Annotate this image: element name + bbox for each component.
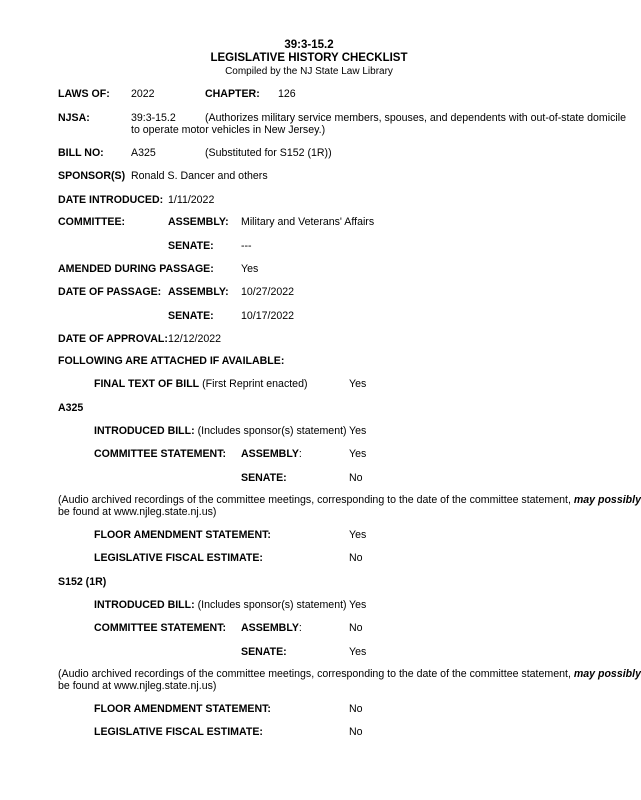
a325-audio-line2: be found at www.njleg.state.nj.us) xyxy=(58,506,217,518)
s152-floor-value: No xyxy=(349,703,363,715)
date-introduced-label: DATE INTRODUCED: xyxy=(58,194,164,206)
bill-no-value: A325 xyxy=(131,147,156,159)
s152-introduced-value: Yes xyxy=(349,599,367,611)
committee-senate-label: SENATE: xyxy=(168,240,214,252)
final-text-label: FINAL TEXT OF BILL xyxy=(94,378,200,390)
a325-audio-line1 xyxy=(58,494,641,506)
passage-assembly-value: 10/27/2022 xyxy=(241,286,295,298)
s152-assembly-value: No xyxy=(349,622,363,634)
a325-floor-value: Yes xyxy=(349,529,367,541)
committee-label: COMMITTEE: xyxy=(58,216,126,228)
a325-introduced-value: Yes xyxy=(349,425,367,437)
s152-fiscal-value: No xyxy=(349,726,363,738)
a325-senate-label: SENATE: xyxy=(241,472,287,484)
page-subtitle: Compiled by the NJ State Law Library xyxy=(225,66,393,77)
s152-floor-label: FLOOR AMENDMENT STATEMENT: xyxy=(94,703,271,715)
s152-assembly-label: ASSEMBLY xyxy=(241,622,299,634)
amended-value: Yes xyxy=(241,263,259,275)
njsa-description-line1: (Authorizes military service members, spouses, and dependents with out-of-state domicile xyxy=(205,112,626,124)
a325-introduced-label: INTRODUCED BILL: xyxy=(94,425,195,437)
passage-senate-label: SENATE: xyxy=(168,310,214,322)
passage-senate-value: 10/17/2022 xyxy=(241,310,295,322)
amended-label: AMENDED DURING PASSAGE: xyxy=(58,263,214,275)
citation-heading: 39:3-15.2 xyxy=(284,39,334,51)
passage-label: DATE OF PASSAGE: xyxy=(58,286,162,298)
a325-assembly-label: ASSEMBLY xyxy=(241,448,299,460)
bill-no-label: BILL NO: xyxy=(58,147,104,159)
final-text-value: Yes xyxy=(349,378,367,390)
a325-introduced-row xyxy=(94,425,347,437)
s152-senate-label: SENATE: xyxy=(241,646,287,658)
approval-value: 12/12/2022 xyxy=(168,333,222,345)
committee-senate-value: --- xyxy=(241,240,252,252)
approval-label: DATE OF APPROVAL: xyxy=(58,333,168,345)
chapter-value: 126 xyxy=(278,88,296,100)
s152-audio-line2: be found at www.njleg.state.nj.us) xyxy=(58,680,217,692)
a325-introduced-note: (Includes sponsor(s) statement) xyxy=(197,425,347,437)
s152-assembly-colon: : xyxy=(298,622,302,634)
s152-introduced-note: (Includes sponsor(s) statement) xyxy=(197,599,347,611)
s152-senate-value: Yes xyxy=(349,646,367,658)
a325-fiscal-label: LEGISLATIVE FISCAL ESTIMATE: xyxy=(94,552,263,564)
final-text-row xyxy=(94,378,308,390)
s152-audio-text: (Audio archived recordings of the committee meetings, corresponding to the date of the committee statement, xyxy=(58,668,571,680)
a325-heading: A325 xyxy=(58,402,84,414)
njsa-label: NJSA: xyxy=(58,112,90,124)
s152-introduced-label: INTRODUCED BILL: xyxy=(94,599,195,611)
a325-senate-value: No xyxy=(349,472,363,484)
final-text-note: (First Reprint enacted) xyxy=(202,378,308,390)
s152-introduced-row xyxy=(94,599,347,611)
page-title: LEGISLATIVE HISTORY CHECKLIST xyxy=(210,52,408,64)
s152-audio-emphasis: may possibly xyxy=(573,668,641,680)
s152-heading: S152 (1R) xyxy=(58,576,107,588)
bill-no-note: (Substituted for S152 (1R)) xyxy=(205,147,332,159)
a325-assembly-colon: : xyxy=(298,448,302,460)
passage-assembly-label: ASSEMBLY: xyxy=(168,286,229,298)
laws-of-label: LAWS OF: xyxy=(58,88,110,100)
committee-assembly-label: ASSEMBLY: xyxy=(168,216,229,228)
chapter-label: CHAPTER: xyxy=(205,88,260,100)
a325-fiscal-value: No xyxy=(349,552,363,564)
date-introduced-value: 1/11/2022 xyxy=(168,194,215,206)
a325-assembly-row xyxy=(241,448,302,460)
a325-audio-emphasis: may possibly xyxy=(573,494,641,506)
a325-floor-label: FLOOR AMENDMENT STATEMENT: xyxy=(94,529,271,541)
committee-assembly-value: Military and Veterans' Affairs xyxy=(241,216,375,228)
njsa-description-line2: to operate motor vehicles in New Jersey.) xyxy=(131,124,326,136)
sponsors-label: SPONSOR(S) xyxy=(58,170,126,182)
a325-assembly-value: Yes xyxy=(349,448,367,460)
njsa-value: 39:3-15.2 xyxy=(131,112,176,124)
s152-fiscal-label: LEGISLATIVE FISCAL ESTIMATE: xyxy=(94,726,263,738)
a325-audio-text: (Audio archived recordings of the committee meetings, corresponding to the date of the committee statement, xyxy=(58,494,571,506)
following-heading: FOLLOWING ARE ATTACHED IF AVAILABLE: xyxy=(58,355,285,367)
sponsors-value: Ronald S. Dancer and others xyxy=(131,170,268,182)
s152-committee-label: COMMITTEE STATEMENT: xyxy=(94,622,227,634)
s152-assembly-row xyxy=(241,622,302,634)
laws-of-value: 2022 xyxy=(131,88,155,100)
s152-audio-line1 xyxy=(58,668,641,680)
a325-committee-label: COMMITTEE STATEMENT: xyxy=(94,448,227,460)
